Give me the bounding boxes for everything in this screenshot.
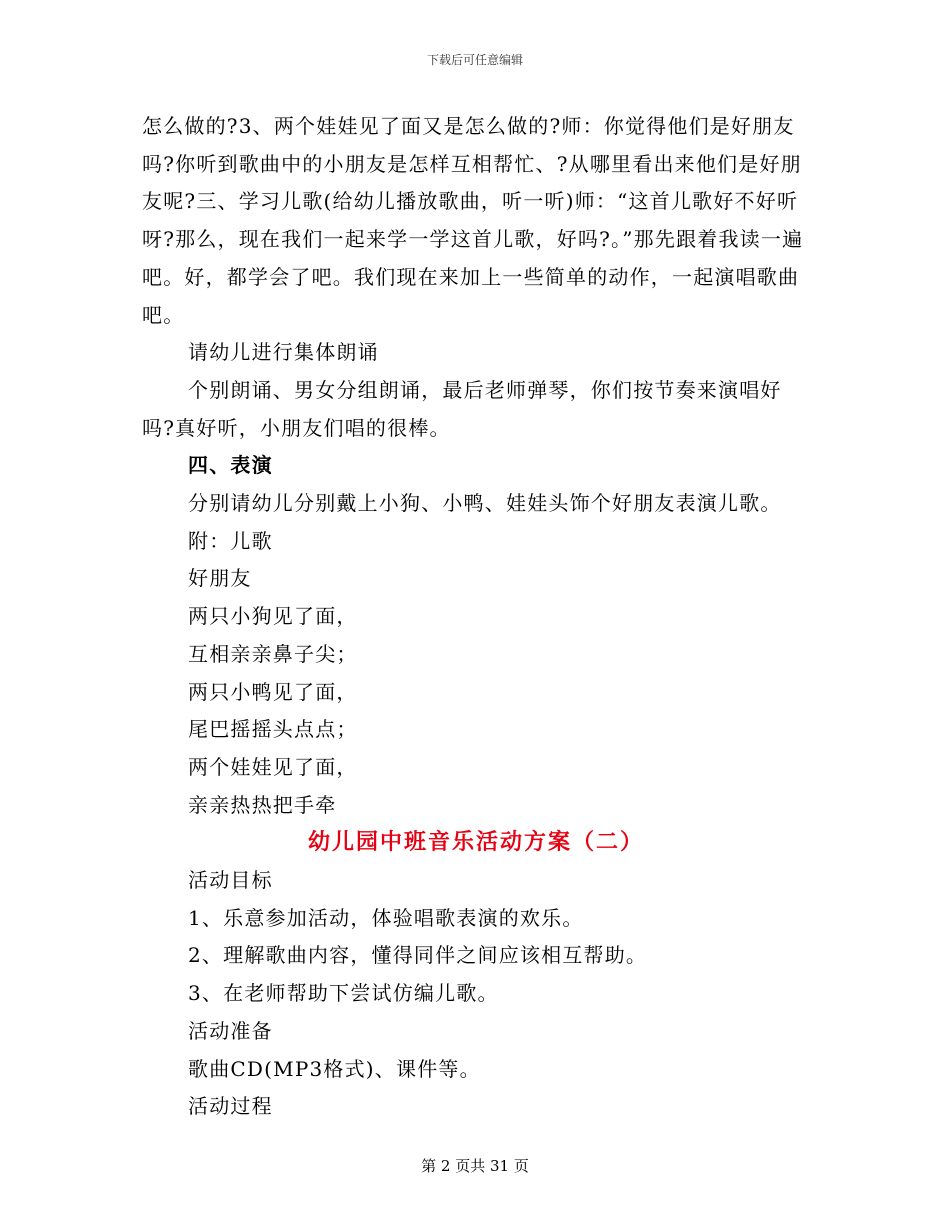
preparation-label: 活动准备	[188, 1018, 273, 1043]
song-line: 两只小鸭见了面，	[188, 679, 358, 704]
appendix-label: 附：儿歌	[188, 528, 273, 553]
song-line: 互相亲亲鼻子尖；	[188, 641, 358, 666]
goal-item: 2、理解歌曲内容，懂得同伴之间应该相互帮助。	[188, 943, 648, 968]
process-label: 活动过程	[188, 1094, 273, 1119]
section-heading-performance: 四、表演	[188, 453, 273, 478]
song-line: 两只小狗见了面，	[188, 604, 358, 629]
song-line: 尾巴摇摇头点点；	[188, 717, 358, 742]
paragraph-performance: 分别请幼儿分别戴上小狗、小鸭、娃娃头饰个好朋友表演儿歌。	[188, 491, 782, 516]
document-body	[142, 108, 810, 1126]
preparation-text: 歌曲CD(MP3格式)、课件等。	[188, 1056, 481, 1081]
goals-label: 活动目标	[188, 868, 273, 893]
paragraph-group-recitation: 请幼儿进行集体朗诵	[188, 340, 379, 365]
goal-item: 3、在老师帮助下尝试仿编儿歌。	[188, 981, 499, 1006]
page-footer: 第 2 页共 31 页	[421, 1157, 529, 1175]
document-title: 幼儿园中班音乐活动方案（二）	[307, 829, 644, 856]
song-title: 好朋友	[188, 566, 252, 591]
paragraph-individual-recitation: 个别朗诵、男女分组朗诵，最后老师弹琴，你们按节奏来演唱好吗?真好听，小朋友们唱的很棒。	[142, 377, 782, 440]
song-line: 两个娃娃见了面，	[188, 754, 358, 779]
song-line: 亲亲热热把手牵	[188, 792, 337, 817]
paragraph-activity-process: 怎么做的?3、两个娃娃见了面又是怎么做的?师：你觉得他们是好朋友吗?你听到歌曲中的小朋友是怎样互相帮忙、?从哪里看出来他们是好朋友呢?三、学习儿歌(给幼儿播放歌曲，听一听)师：“这首儿歌好不好听呀?那么，现在我们一起来学一学这首儿歌，好吗?。”那先跟着我读一遍吧。好，都学会了吧。我们现在来加上一些简单的动作，一起演唱歌曲吧。	[142, 114, 804, 327]
goal-item: 1、乐意参加活动，体验唱歌表演的欢乐。	[188, 905, 584, 930]
page-header: 下载后可任意编辑	[426, 53, 523, 67]
